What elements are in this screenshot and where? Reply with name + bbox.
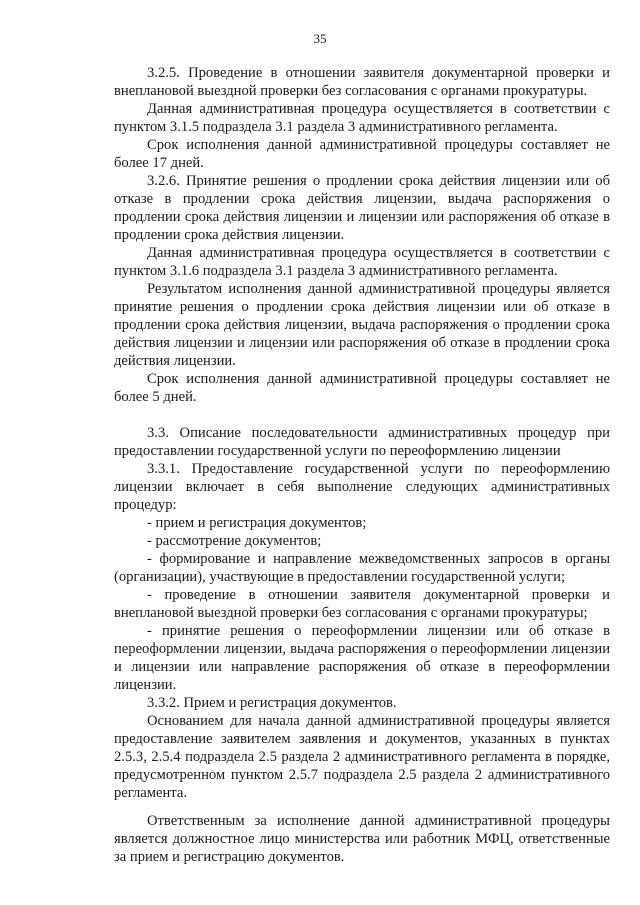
paragraph: Срок исполнения данной административной процедуры составляет не более 17 дней. [114, 137, 610, 171]
paragraph: Срок исполнения данной административной процедуры составляет не более 5 дней. [114, 371, 610, 405]
paragraph: Данная административная процедура осуществляется в соответствии с пунктом 3.1.6 подраздела 3.1 раздела 3 административного регламента. [114, 245, 610, 279]
list-item: - прием и регистрация документов; [147, 515, 367, 531]
list-item: - проведение в отношении заявителя документарной проверки и внеплановой выездной проверки без согласования с органами прокуратуры; [114, 587, 610, 621]
paragraph: Основанием для начала данной административной процедуры является предоставление заявителем заявления и документов, указанных в пунктах 2.5.3, 2.5.4 подраздела 2.5 раздела 2 административного регламента в порядке, предусмотренном пунктом 2.5.7 подраздела 2.5 раздела 2 административного регламента. [114, 713, 610, 801]
list-item: - рассмотрение документов; [147, 533, 322, 549]
section-spacer [114, 406, 610, 424]
document-body [114, 64, 610, 866]
paragraph: Ответственным за исполнение данной административной процедуры является должностное лицо министерства или работник МФЦ, ответственные за прием и регистрацию документов. [114, 813, 610, 865]
page-number: 35 [313, 31, 327, 46]
paragraph-3-3-1: 3.3.1. Предоставление государственной услуги по переоформлению лицензии включает в себя выполнение следующих административных процедур: [114, 461, 610, 513]
paragraph-spacer [114, 802, 610, 812]
paragraph: Данная административная процедура осуществляется в соответствии с пунктом 3.1.5 подраздела 3.1 раздела 3 административного регламента. [114, 101, 610, 135]
paragraph-3-2-5: 3.2.5. Проведение в отношении заявителя документарной проверки и внеплановой выездной проверки без согласования с органами прокуратуры. [114, 65, 610, 99]
list-item: - принятие решения о переоформлении лицензии или об отказе в переоформлении лицензии, выдача распоряжения о переоформлении лицензии и лицензии или направление распоряжения об отказе в переоформлении лицензии. [114, 623, 610, 693]
paragraph-3-3-2: 3.3.2. Прием и регистрация документов. [147, 695, 397, 711]
section-heading-3-3: 3.3. Описание последовательности административных процедур при предоставлении государственной услуги по переоформлению лицензии [114, 425, 610, 459]
list-item: - формирование и направление межведомственных запросов в органы (организации), участвующие в предоставлении государственной услуги; [114, 551, 610, 585]
paragraph-3-2-6: 3.2.6. Принятие решения о продлении срока действия лицензии или об отказе в продлении срока действия лицензии, выдача распоряжения о продлении срока действия лицензии и лицензии или распоряжения об отказе в продлении срока действия лицензии. [114, 173, 610, 243]
paragraph: Результатом исполнения данной административной процедуры является принятие решения о продлении срока действия лицензии или об отказе в продлении срока действия лицензии, выдача распоряжения о продлении срока действия лицензии и лицензии или распоряжения об отказе в продлении срока действия лицензии. [114, 281, 610, 369]
